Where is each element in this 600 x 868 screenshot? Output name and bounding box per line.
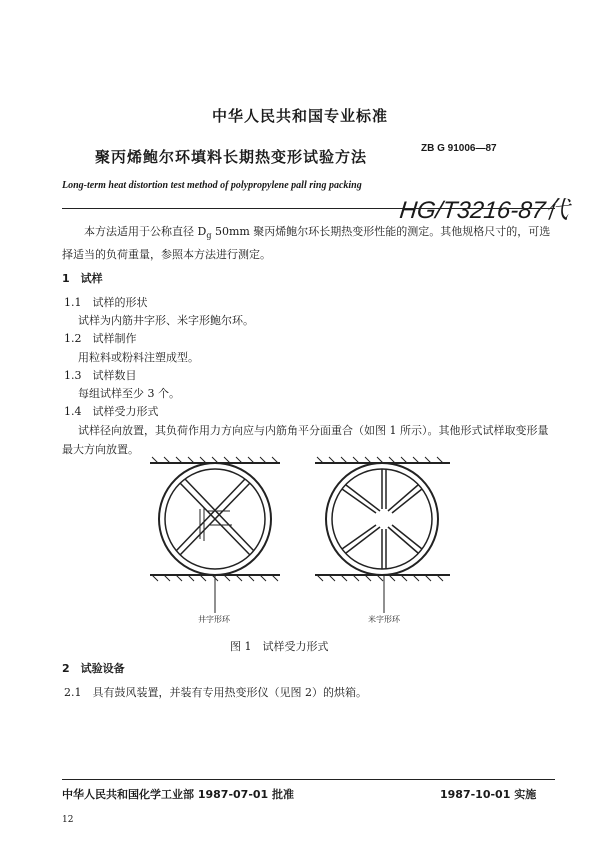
section-1-heading: 1 试样 xyxy=(62,272,103,285)
footer-rule xyxy=(62,779,555,780)
intro-sub: g xyxy=(206,231,212,241)
section-1-2-body: 用粒料或粉料注塑成型。 xyxy=(78,351,199,364)
footer-issuer: 中华人民共和国化学工业部 1987-07-01 批准 xyxy=(62,788,295,801)
figure-left-ring xyxy=(150,457,280,613)
intro-text: 本方法适用于公称直径 D xyxy=(84,225,207,238)
page-number: 12 xyxy=(62,815,74,825)
footer-effective-date: 1987-10-01 实施 xyxy=(440,788,537,801)
figure-caption: 图 1 试样受力形式 xyxy=(230,640,329,653)
section-2-1: 2.1 具有鼓风装置，并装有专用热变形仪（见图 2）的烘箱。 xyxy=(64,686,367,699)
handwritten-annotation: HG/T3216-87代 xyxy=(398,197,571,224)
section-1-2-heading: 1.2 试样制作 xyxy=(64,332,137,345)
header-rule xyxy=(62,208,555,209)
intro-text2: 50mm 聚丙烯鲍尔环长期热变形性能的测定。其他规格尺寸的，可选择适当的负荷重量，参照本方法进行测定。 xyxy=(62,225,551,262)
english-title: Long-term heat distortion test method of polypropylene pall ring packing xyxy=(62,180,362,191)
section-1-4-body: 试样径向放置，其负荷作用力方向应与内筋角平分面重合（如图 1 所示）。其他形式试样取变形量最大方向放置。 xyxy=(62,424,549,456)
section-1-4-heading: 1.4 试样受力形式 xyxy=(64,405,159,418)
figure-1 xyxy=(130,455,500,635)
section-1-1-body: 试样为内筋井字形、米字形鲍尔环。 xyxy=(78,314,254,327)
section-1-3-heading: 1.3 试样数目 xyxy=(64,369,137,382)
document-title: 聚丙烯鲍尔环填料长期热变形试验方法 xyxy=(95,148,368,166)
intro-paragraph xyxy=(62,222,558,264)
section-1-3-body: 每组试样至少 3 个。 xyxy=(78,387,180,400)
figure-right-label: 米字形环 xyxy=(368,615,400,624)
standard-code: ZB G 91006—87 xyxy=(421,143,497,154)
section-2-heading: 2 试验设备 xyxy=(62,662,125,675)
figure-right-ring xyxy=(315,457,450,613)
standard-title: 中华人民共和国专业标准 xyxy=(211,107,388,125)
figure-left-label: 井字形环 xyxy=(198,615,230,624)
section-1-1-heading: 1.1 试样的形状 xyxy=(64,296,148,309)
